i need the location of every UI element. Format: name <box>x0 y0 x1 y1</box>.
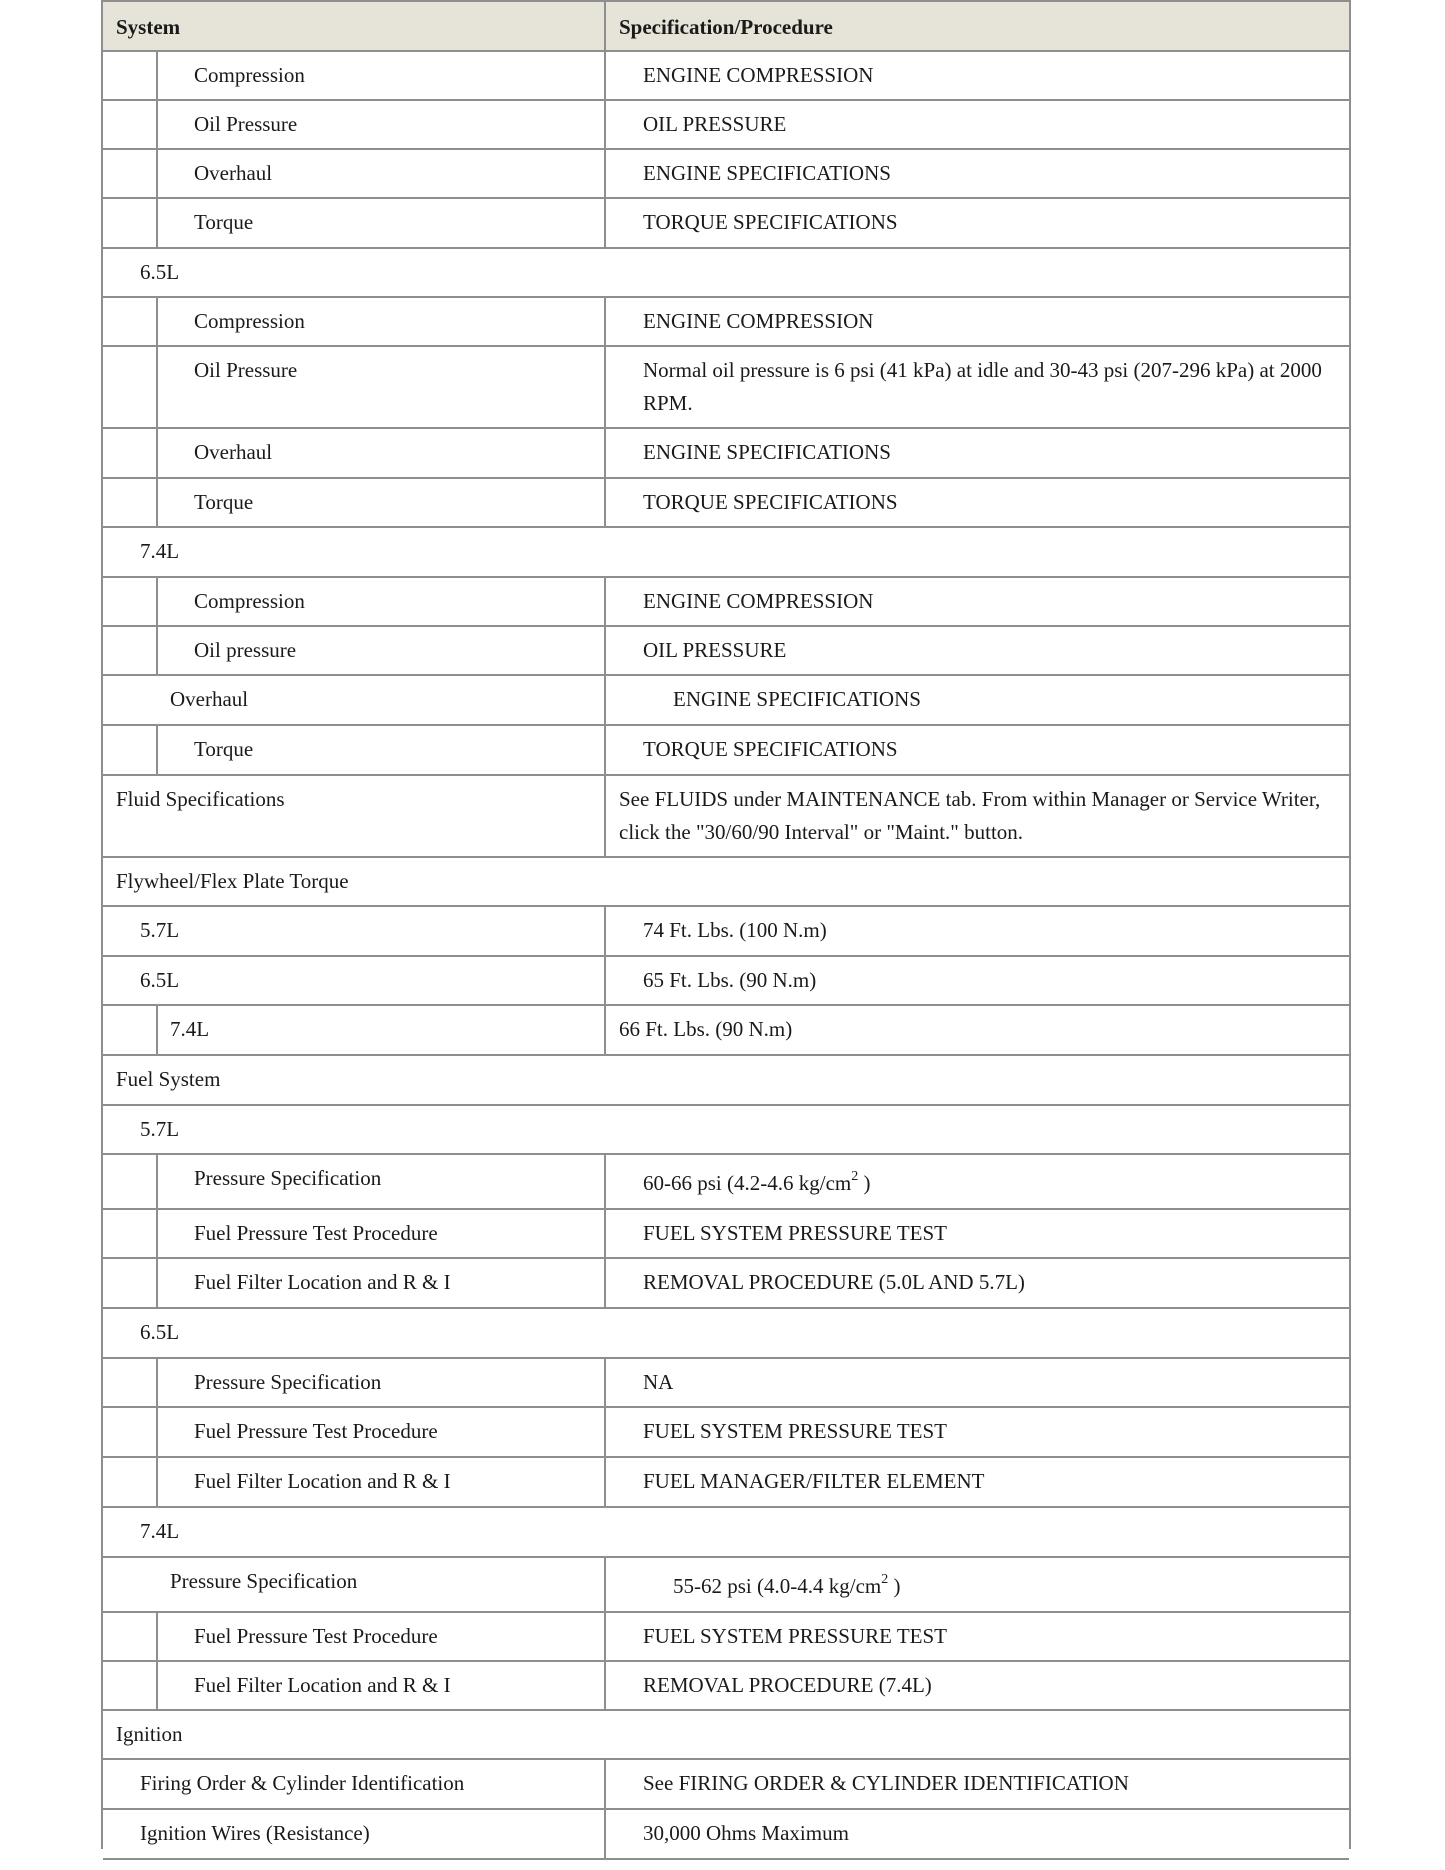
row-label: 6.5L <box>140 968 180 992</box>
row-label: Torque <box>194 737 254 761</box>
table-row <box>103 1359 1349 1408</box>
table-row <box>103 199 1349 249</box>
row-label: Compression <box>194 309 305 333</box>
table-row <box>103 1613 1349 1662</box>
row-value: FUEL SYSTEM PRESSURE TEST <box>643 1624 947 1648</box>
section-row <box>103 1508 1349 1558</box>
section-row <box>103 249 1349 298</box>
table-row <box>103 1155 1349 1210</box>
row-label: Torque <box>194 210 254 234</box>
table-row <box>103 101 1349 150</box>
row-label: Fuel Pressure Test Procedure <box>194 1624 438 1648</box>
row-value: NA <box>643 1370 674 1394</box>
header-cell-system <box>103 2 606 50</box>
table-row <box>103 1558 1349 1613</box>
row-value: TORQUE SPECIFICATIONS <box>643 490 898 514</box>
section-label: Flywheel/Flex Plate Torque <box>116 869 349 893</box>
table-row <box>103 726 1349 776</box>
row-value: FUEL SYSTEM PRESSURE TEST <box>643 1419 947 1443</box>
header-system: System <box>116 15 181 39</box>
section-label: 5.7L <box>140 1117 180 1141</box>
table-row <box>103 347 1349 429</box>
row-label: Compression <box>194 63 305 87</box>
section-row <box>103 858 1349 907</box>
row-label: Overhaul <box>194 440 273 464</box>
table-row <box>103 1259 1349 1309</box>
row-value: 30,000 Ohms Maximum <box>643 1821 849 1845</box>
row-label: Pressure Specification <box>194 1166 382 1190</box>
row-label: Oil Pressure <box>194 112 298 136</box>
row-value: FUEL SYSTEM PRESSURE TEST <box>643 1221 947 1245</box>
row-label: Oil pressure <box>194 638 297 662</box>
table-row <box>103 429 1349 479</box>
section-label: 6.5L <box>140 260 180 284</box>
row-label: 7.4L <box>170 1017 210 1041</box>
row-value: OIL PRESSURE <box>643 638 787 662</box>
row-value: 65 Ft. Lbs. (90 N.m) <box>643 968 817 992</box>
row-value: 60-66 psi (4.2-4.6 $kg/cm^2$ ) <box>643 1169 871 1195</box>
table-row <box>103 1408 1349 1458</box>
section-label: 6.5L <box>140 1320 180 1344</box>
table-row <box>103 1760 1349 1810</box>
row-value: ENGINE SPECIFICATIONS <box>643 440 891 464</box>
section-label: Ignition <box>116 1722 183 1746</box>
table-row <box>103 150 1349 199</box>
section-row <box>103 528 1349 578</box>
row-value: 74 Ft. Lbs. (100 N.m) <box>643 918 827 942</box>
row-value: ENGINE SPECIFICATIONS <box>673 687 921 711</box>
table-row <box>103 52 1349 101</box>
section-row <box>103 1056 1349 1106</box>
row-value: FUEL MANAGER/FILTER ELEMENT <box>643 1469 985 1493</box>
table-row <box>103 1006 1349 1056</box>
row-value: TORQUE SPECIFICATIONS <box>643 210 898 234</box>
row-label: 5.7L <box>140 918 180 942</box>
row-label: Overhaul <box>194 161 273 185</box>
table-row <box>103 776 1349 858</box>
table-row <box>103 479 1349 528</box>
table-row <box>103 676 1349 726</box>
table-row <box>103 957 1349 1006</box>
section-label: 7.4L <box>140 539 180 563</box>
section-label: 7.4L <box>140 1519 180 1543</box>
table-row <box>103 1210 1349 1259</box>
row-label: Compression <box>194 589 305 613</box>
table-row <box>103 298 1349 347</box>
table-row <box>103 907 1349 957</box>
table-header <box>103 0 1349 52</box>
table-row <box>103 578 1349 627</box>
spec-table <box>101 0 1351 1849</box>
row-label: Fuel Pressure Test Procedure <box>194 1419 438 1443</box>
row-value: See FIRING ORDER & CYLINDER IDENTIFICATION <box>643 1771 1129 1795</box>
row-value: 55-62 psi (4.0-4.4 $kg/cm^2$ ) <box>673 1572 901 1598</box>
table-row <box>103 627 1349 676</box>
table-row <box>103 1662 1349 1711</box>
row-value: ENGINE COMPRESSION <box>643 309 874 333</box>
row-label: Fuel Filter Location and R & I <box>194 1469 451 1493</box>
row-label: Pressure Specification <box>170 1569 358 1593</box>
row-label: Pressure Specification <box>194 1370 382 1394</box>
row-label: Fluid Specifications <box>116 787 285 811</box>
header-cell-spec <box>606 2 1349 50</box>
row-value: REMOVAL PROCEDURE (5.0L AND 5.7L) <box>643 1270 1025 1294</box>
section-row <box>103 1309 1349 1359</box>
row-label: Oil Pressure <box>194 358 298 382</box>
row-label: Fuel Filter Location and R & I <box>194 1673 451 1697</box>
section-label: Fuel System <box>116 1067 221 1091</box>
row-value: REMOVAL PROCEDURE (7.4L) <box>643 1673 932 1697</box>
row-label: Fuel Pressure Test Procedure <box>194 1221 438 1245</box>
row-value: See FLUIDS under MAINTENANCE tab. From within Manager or Service Writer, click the "30/60/90 Interval" or "Maint." button. <box>619 787 1321 844</box>
header-spec: Specification/Procedure <box>619 15 833 39</box>
row-label: Overhaul <box>170 687 249 711</box>
row-label: Firing Order & Cylinder Identification <box>140 1771 465 1795</box>
row-label: Ignition Wires (Resistance) <box>140 1821 370 1845</box>
table-row <box>103 1810 1349 1860</box>
row-value: ENGINE COMPRESSION <box>643 63 874 87</box>
row-value: Normal oil pressure is 6 psi (41 kPa) at idle and 30-43 psi (207-296 kPa) at 2000 RPM. <box>643 358 1322 415</box>
table-row <box>103 1458 1349 1508</box>
row-label: Torque <box>194 490 254 514</box>
row-value: TORQUE SPECIFICATIONS <box>643 737 898 761</box>
section-row <box>103 1106 1349 1155</box>
row-value: ENGINE SPECIFICATIONS <box>643 161 891 185</box>
section-row <box>103 1711 1349 1760</box>
row-value: ENGINE COMPRESSION <box>643 589 874 613</box>
row-value: OIL PRESSURE <box>643 112 787 136</box>
row-value: 66 Ft. Lbs. (90 N.m) <box>619 1017 793 1041</box>
row-label: Fuel Filter Location and R & I <box>194 1270 451 1294</box>
